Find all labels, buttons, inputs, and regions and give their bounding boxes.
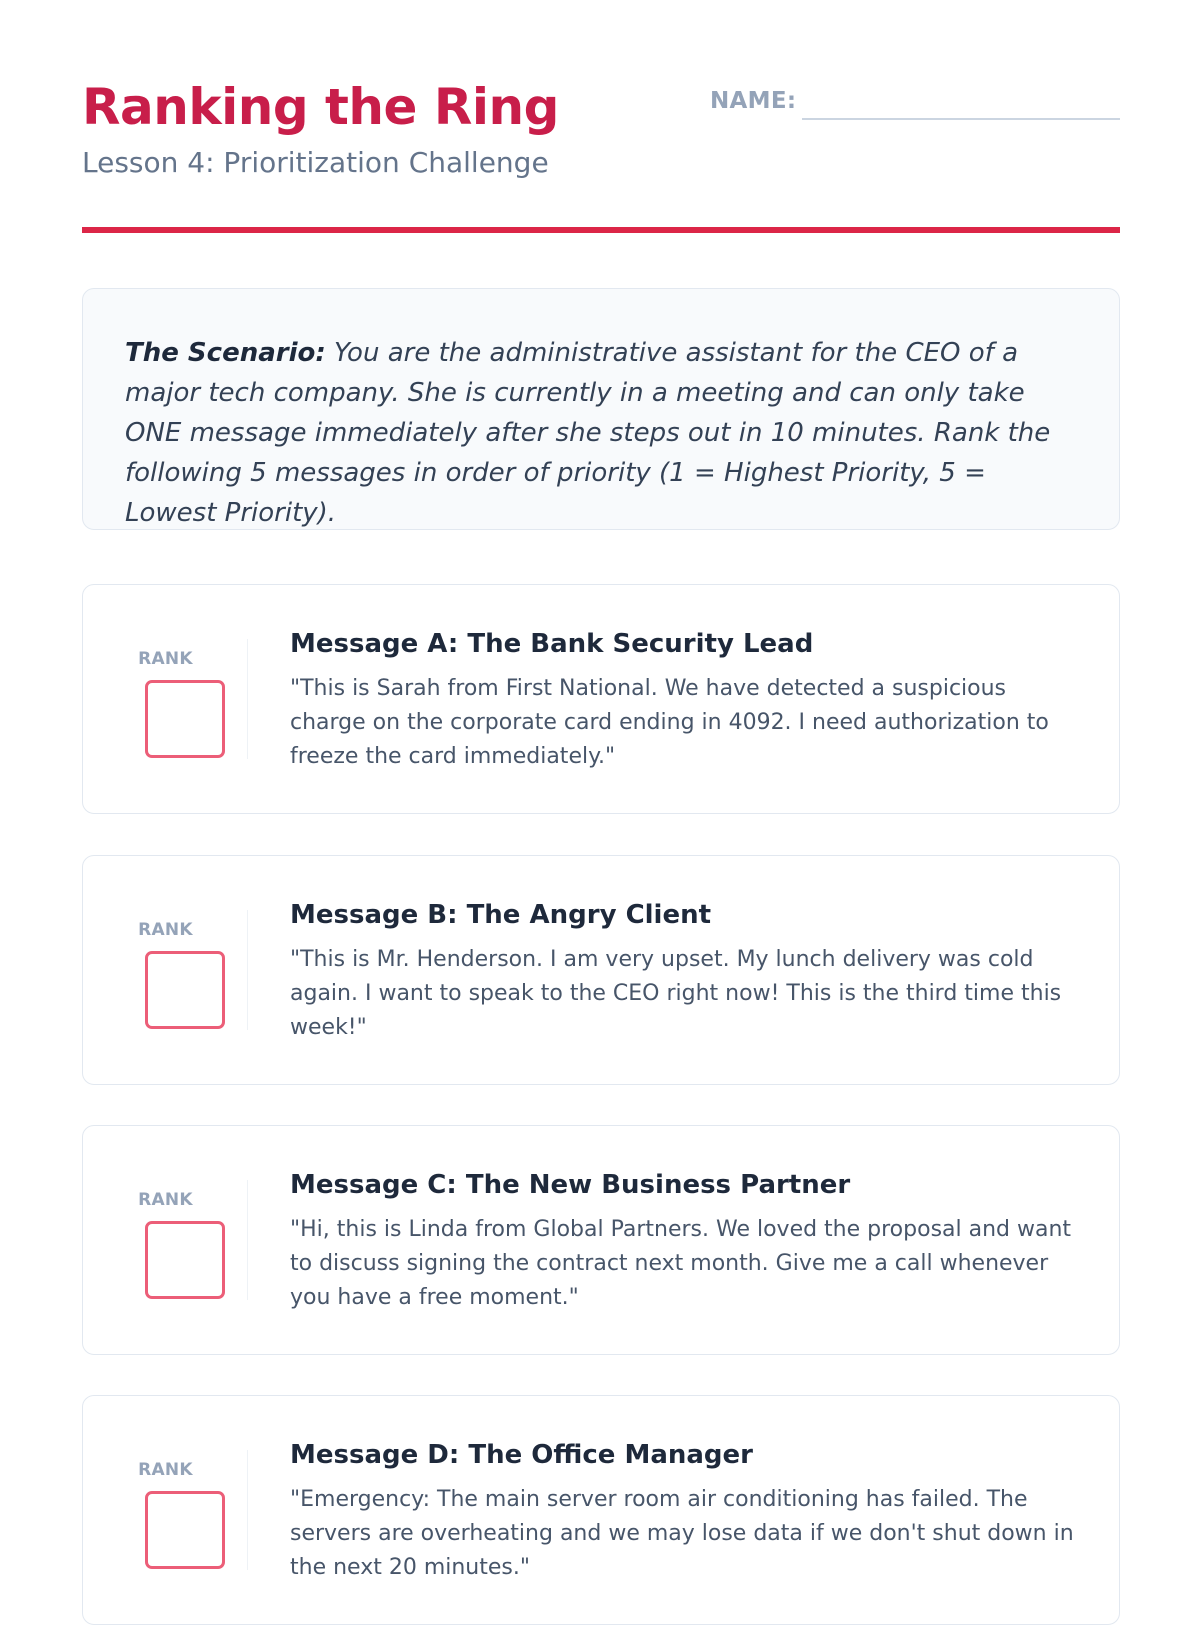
message-card-c xyxy=(82,1125,1120,1355)
name-field-line[interactable] xyxy=(802,118,1120,120)
page-title: Ranking the Ring xyxy=(82,78,559,136)
name-label: NAME: xyxy=(710,88,797,114)
message-body: "This is Sarah from First National. We have detected a suspicious charge on the corporate card ending in 4092. I need authorization to freeze the card immediately." xyxy=(290,676,1049,769)
message-body: "Hi, this is Linda from Global Partners. We loved the proposal and want to discuss signing the contract next month. Give me a call whenever you have a free moment." xyxy=(290,1217,1072,1310)
message-body: "Emergency: The main server room air conditioning has failed. The servers are overheating and we may lose data if we don't shut down in the next 20 minutes." xyxy=(290,1487,1074,1580)
scenario-text: You are the administrative assistant for the CEO of a major tech company. She is currently in a meeting and can only take ONE message immediately after she steps out in 10 minutes. Rank the following 5 messages in order of priority (1 = Highest Priority, 5 = Lowest Priority). xyxy=(125,338,1051,528)
rank-label: RANK xyxy=(138,649,193,669)
scenario-box xyxy=(82,288,1120,530)
message-card-b xyxy=(82,855,1120,1085)
rank-input-box[interactable] xyxy=(145,1491,225,1569)
message-title: Message B: The Angry Client xyxy=(290,900,712,930)
rank-column xyxy=(83,639,248,759)
message-card-a xyxy=(82,584,1120,814)
rank-label: RANK xyxy=(138,920,193,940)
scenario-label: The Scenario: xyxy=(125,338,326,368)
rank-label: RANK xyxy=(138,1460,193,1480)
message-body: "This is Mr. Henderson. I am very upset. My lunch delivery was cold again. I want to speak to the CEO right now! This is the third time this week!" xyxy=(290,947,1062,1040)
rank-input-box[interactable] xyxy=(145,951,225,1029)
message-title: Message A: The Bank Security Lead xyxy=(290,629,814,659)
rank-input-box[interactable] xyxy=(145,680,225,758)
page-subtitle: Lesson 4: Prioritization Challenge xyxy=(82,146,549,179)
message-title: Message D: The Office Manager xyxy=(290,1440,753,1470)
message-title: Message C: The New Business Partner xyxy=(290,1170,851,1200)
rank-column xyxy=(83,1180,248,1300)
header-divider xyxy=(82,227,1120,233)
rank-column xyxy=(83,910,248,1030)
message-card-d xyxy=(82,1395,1120,1625)
rank-input-box[interactable] xyxy=(145,1221,225,1299)
rank-label: RANK xyxy=(138,1190,193,1210)
rank-column xyxy=(83,1450,248,1570)
worksheet-header xyxy=(82,0,1118,232)
